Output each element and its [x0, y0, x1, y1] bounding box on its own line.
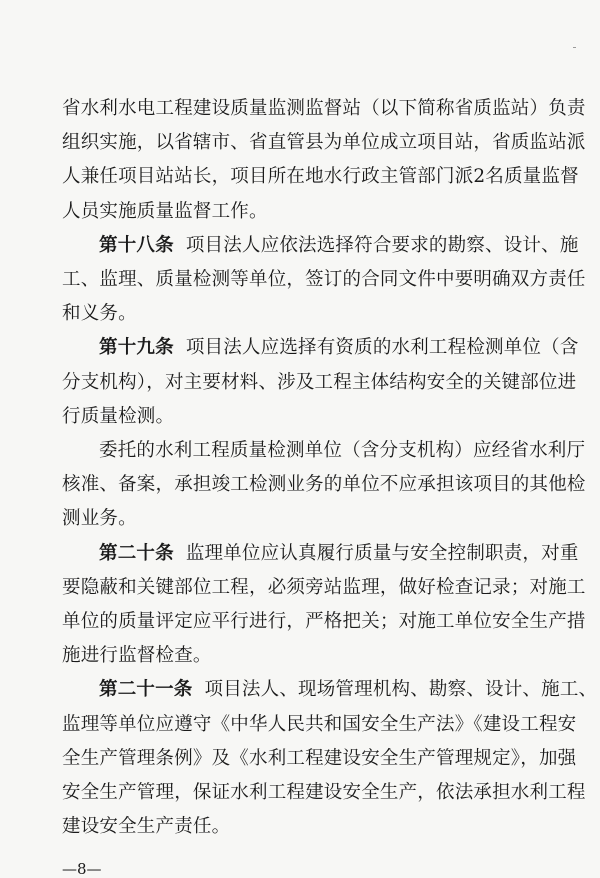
text-line-15: 要隐蔽和关键部位工程，必须旁站监理，做好检查记录；对施工 — [62, 576, 586, 598]
text-line-2: 组织实施，以省辖市、省直管县为单位成立项目站，省质监站派 — [62, 132, 586, 154]
text-line-10: 行质量检测。 — [62, 405, 175, 427]
text-line-19: 监理等单位应遵守《中华人民共和国安全生产法》《建设工程安 — [62, 713, 577, 735]
article-21-heading: 第二十一条 — [99, 679, 193, 701]
article-19-paragraph — [99, 337, 579, 359]
text-line-5: 项目法人应依法选择符合要求的勘察、设计、施 — [185, 234, 579, 256]
text-line-22: 建设安全生产责任。 — [62, 816, 231, 838]
text-line-7: 和义务。 — [62, 303, 137, 325]
text-line-17: 施进行监督检查。 — [62, 645, 212, 667]
article-18-paragraph — [99, 235, 579, 257]
text-line-6: 工、监理、质量检测等单位，签订的合同文件中要明确双方责任 — [62, 269, 586, 290]
page-number: —8— — [62, 860, 102, 878]
article-19-heading: 第十九条 — [99, 337, 174, 359]
text-line-21: 安全生产管理，保证水利工程建设安全生产，依法承担水利工程 — [62, 782, 586, 803]
article-21-paragraph — [99, 679, 597, 701]
text-line-1: 省水利水电工程建设质量监测监督站（以下简称省质监站）负责 — [62, 98, 586, 119]
text-line-9: 分支机构），对主要材料、涉及工程主体结构安全的关键部位进 — [62, 371, 577, 393]
text-line-14: 监理单位应认真履行质量与安全控制职责，对重 — [185, 542, 579, 564]
text-line-11: 委托的水利工程质量检测单位（含分支机构）应经省水利厅 — [99, 440, 586, 461]
text-line-3: 人兼任项目站站长，项目所在地水行政主管部门派2名质量监督 — [62, 166, 579, 188]
text-line-8: 项目法人应选择有资质的水利工程检测单位（含 — [185, 337, 579, 359]
text-line-12: 核准、备案，承担竣工检测业务的单位不应承担该项目的其他检 — [62, 474, 586, 496]
article-20-paragraph — [99, 543, 579, 565]
text-line-20: 全生产管理条例》及《水利工程建设安全生产管理规定》，加强 — [62, 747, 577, 769]
text-line-16: 单位的质量评定应平行进行，严格把关；对施工单位安全生产措 — [62, 611, 586, 632]
article-18-heading: 第十八条 — [99, 234, 174, 256]
text-line-4: 人员实施质量监督工作。 — [62, 200, 268, 222]
text-line-18: 项目法人、现场管理机构、勘察、设计、施工、 — [204, 679, 598, 701]
text-line-13: 测业务。 — [62, 508, 137, 530]
article-20-heading: 第二十条 — [99, 542, 174, 564]
scan-speck — [573, 47, 576, 48]
